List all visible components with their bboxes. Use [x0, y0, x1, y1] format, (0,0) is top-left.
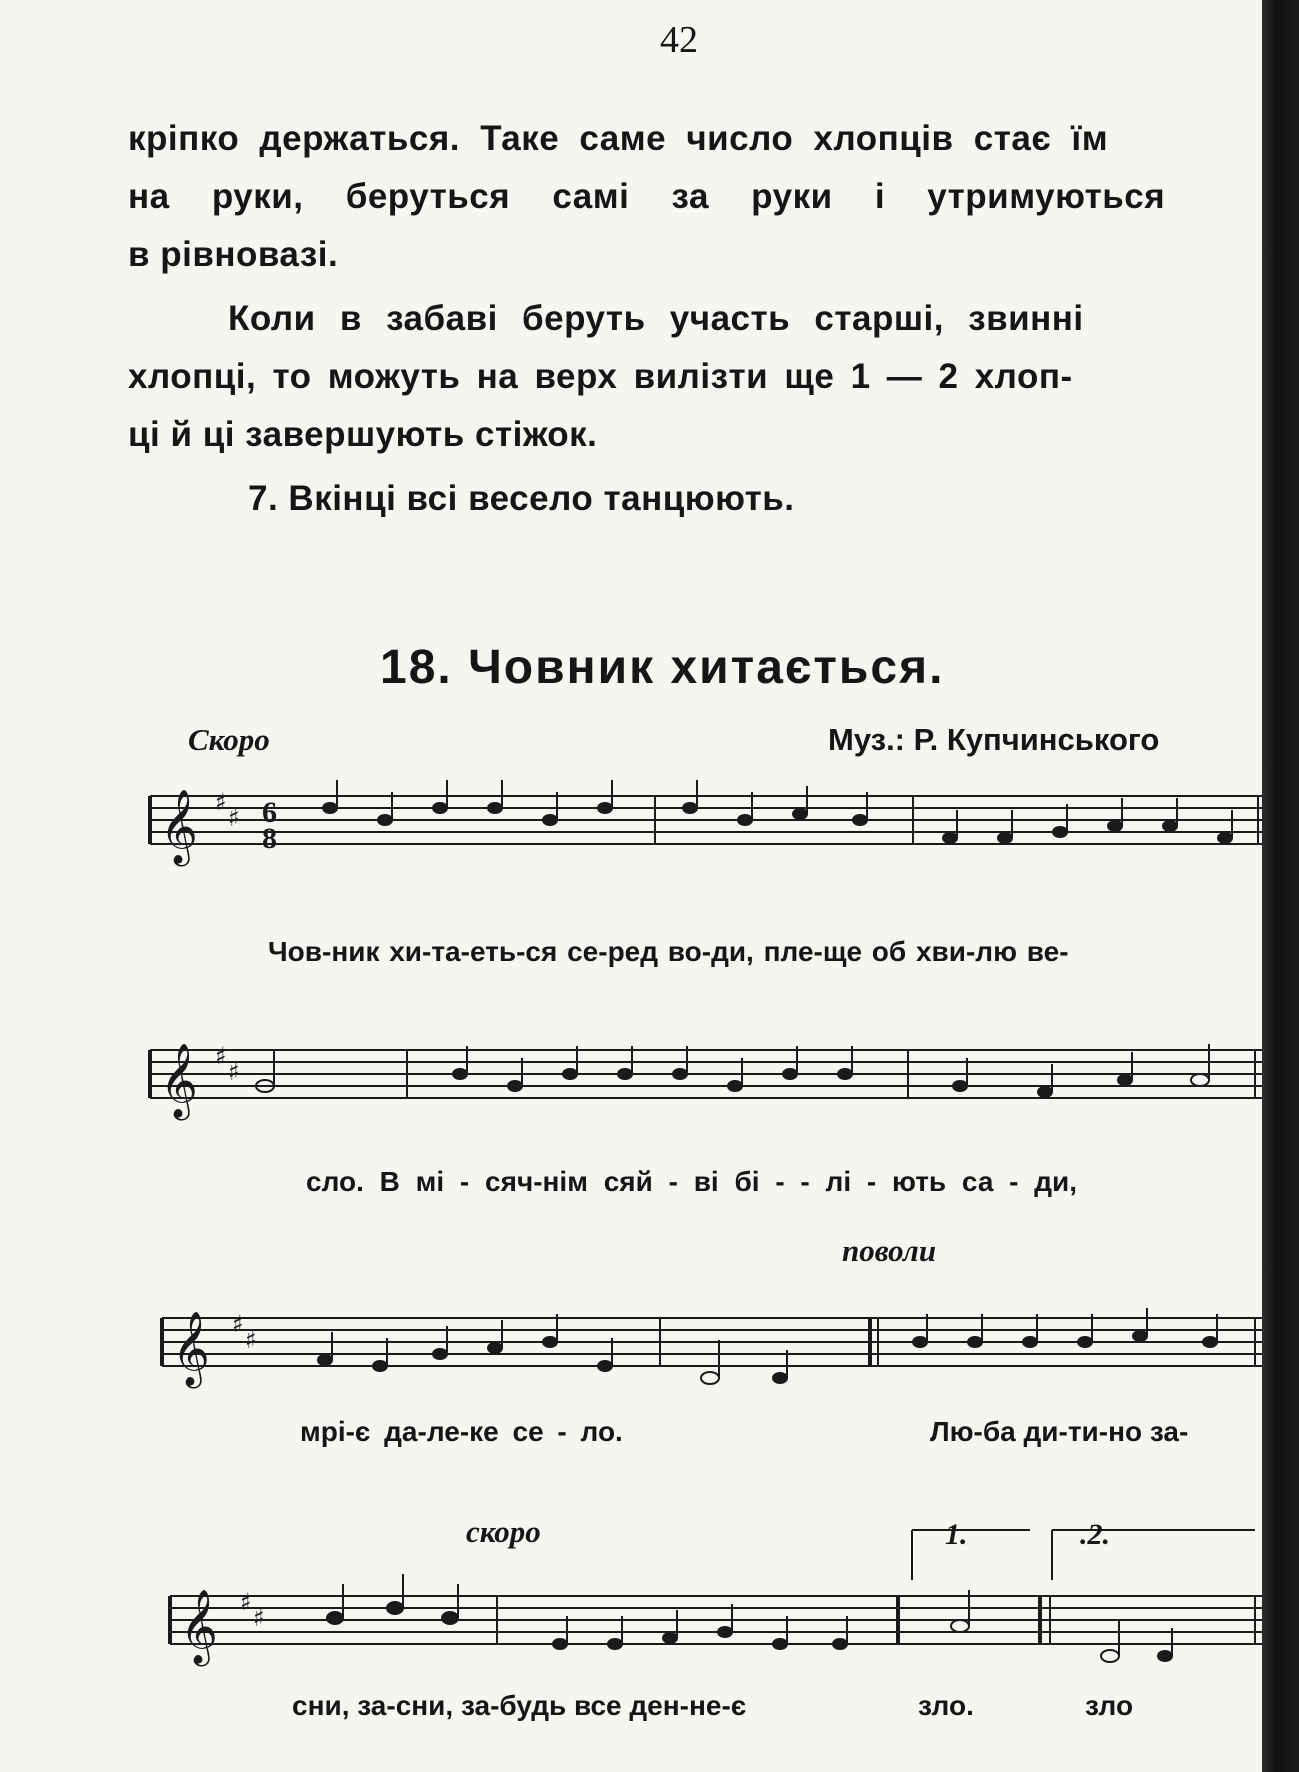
- staff-system-1: [150, 796, 1262, 844]
- notes-system-4: [327, 1574, 1172, 1662]
- volta-2-label: .2.: [1080, 1518, 1110, 1551]
- lyrics-line-4a: сни, за-сни, за-будь все ден-не-є: [292, 1690, 747, 1721]
- lyrics-line-4c: зло: [1085, 1690, 1134, 1721]
- paragraph-line: Коли в забаві беруть участь старші, звинні: [228, 299, 1084, 338]
- svg-text:♯: ♯: [215, 788, 227, 816]
- paragraph-line: хлопці, то можуть на верх вилізти ще 1 — 2 хлоп-: [128, 357, 1073, 396]
- svg-text:♯: ♯: [228, 804, 240, 832]
- tempo-marking: поволи: [842, 1233, 937, 1268]
- svg-text:𝄞: 𝄞: [160, 790, 198, 864]
- clefs: [160, 788, 265, 1667]
- notes-system-1: [323, 780, 1232, 843]
- svg-text:♯: ♯: [240, 1588, 252, 1616]
- svg-text:6: 6: [262, 796, 277, 829]
- svg-text:♯: ♯: [253, 1604, 265, 1632]
- lyrics-line-1: Чов-ник хи-та-еть-ся се-ред во-ди, пле-ще об хви-лю ве-: [268, 936, 1069, 967]
- tempo-marking: Скоро: [188, 722, 270, 757]
- paragraph-line: 7. Вкінці всі весело танцюють.: [248, 479, 795, 518]
- paragraph-line: на руки, беруться самі за руки і утримуються: [128, 177, 1166, 216]
- song-title: 18. Човник хитається.: [380, 641, 945, 694]
- svg-text:𝄞: 𝄞: [180, 1590, 218, 1664]
- lyrics-line-4b: зло.: [918, 1690, 974, 1721]
- paragraph-line: кріпко держаться. Таке саме число хлопців стає їм: [128, 119, 1109, 158]
- lyrics-line-3a: мрі-є да-ле-ке се - ло.: [300, 1416, 623, 1447]
- notes-system-3: [318, 1308, 1217, 1384]
- svg-text:𝄞: 𝄞: [172, 1312, 210, 1386]
- paragraph-line: ці й ці завершують стіжок.: [128, 415, 598, 454]
- time-signature: [262, 796, 277, 855]
- lyrics-line-3b: Лю-ба ди-ти-но за-: [930, 1416, 1189, 1447]
- staff-system-2: [150, 1050, 1262, 1098]
- svg-text:♯: ♯: [232, 1310, 244, 1338]
- svg-text:8: 8: [262, 822, 277, 855]
- volta-1-label: 1.: [945, 1518, 968, 1551]
- svg-text:♯: ♯: [245, 1326, 257, 1354]
- svg-text:𝄞: 𝄞: [160, 1044, 198, 1118]
- lyrics-line-2: сло. В мі - сяч-нім сяй - ві бі - - лі - ють са - ди,: [306, 1166, 1078, 1197]
- page-number: 42: [660, 19, 698, 61]
- tempo-marking: скоро: [466, 1514, 541, 1549]
- svg-text:♯: ♯: [228, 1058, 240, 1086]
- composer-credit: Муз.: Р. Купчинського: [828, 722, 1160, 757]
- page-edge-shadow: [1262, 0, 1299, 1772]
- svg-text:♯: ♯: [215, 1042, 227, 1070]
- notes-system-2: [256, 1044, 1209, 1097]
- paragraph-line: в рівновазі.: [128, 235, 339, 274]
